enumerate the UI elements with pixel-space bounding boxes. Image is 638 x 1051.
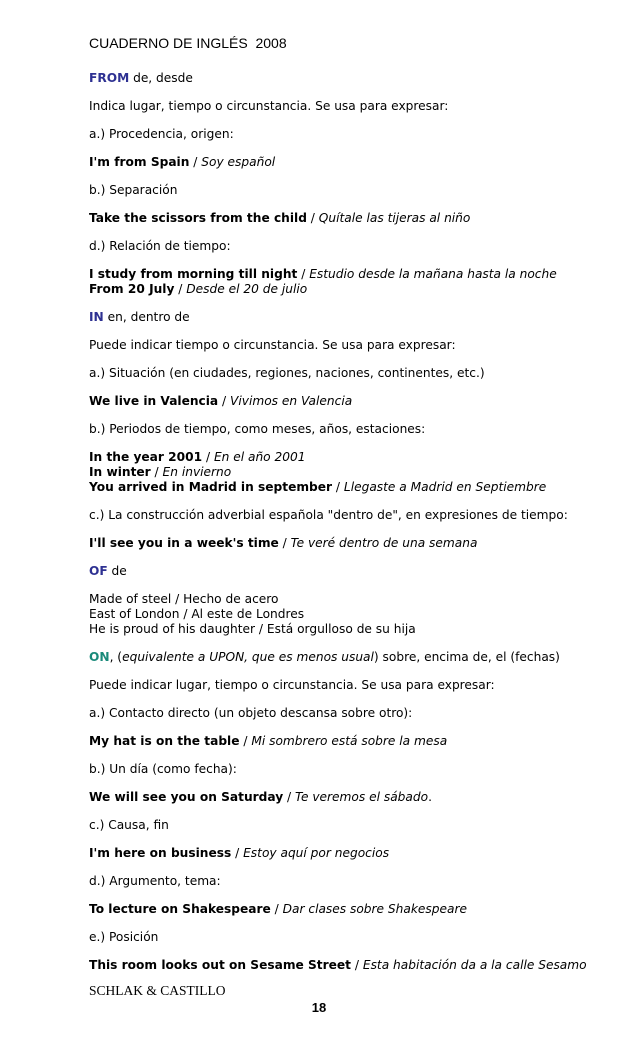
example-line: In the year 2001 / En el año 2001	[89, 450, 306, 464]
from-b-title: b.) Separación	[89, 183, 178, 197]
from-d-title: d.) Relación de tiempo:	[89, 239, 231, 253]
keyword-on: ON	[89, 650, 110, 664]
on-intro: Puede indicar lugar, tiempo o circunstancia. Se usa para expresar:	[89, 678, 495, 692]
keyword-of: OF	[89, 564, 108, 578]
page-content	[89, 71, 609, 973]
example-line: In winter / En invierno	[89, 465, 232, 479]
in-c-title: c.) La construcción adverbial española "dentro de", en expresiones de tiempo:	[89, 508, 568, 522]
example-line: From 20 July / Desde el 20 de julio	[89, 282, 308, 296]
on-e-title: e.) Posición	[89, 930, 159, 944]
example-line: We live in Valencia / Vivimos en Valencia	[89, 394, 353, 408]
of-heading: OF de	[89, 564, 127, 578]
example-line: To lecture on Shakespeare / Dar clases sobre Shakespeare	[89, 902, 467, 916]
on-c-title: c.) Causa, fin	[89, 818, 169, 832]
page-number: 18	[311, 1000, 327, 1015]
of-line: He is proud of his daughter / Está orgulloso de su hija	[89, 622, 416, 636]
on-d-title: d.) Argumento, tema:	[89, 874, 221, 888]
example-line: I'm from Spain / Soy español	[89, 155, 276, 169]
in-intro: Puede indicar tiempo o circunstancia. Se usa para expresar:	[89, 338, 456, 352]
on-heading: ON, (equivalente a UPON, que es menos usual) sobre, encima de, el (fechas)	[89, 650, 560, 664]
from-intro: Indica lugar, tiempo o circunstancia. Se usa para expresar:	[89, 99, 449, 113]
of-line: East of London / Al este de Londres	[89, 607, 305, 621]
keyword-from: FROM	[89, 71, 130, 85]
from-a-title: a.) Procedencia, origen:	[89, 127, 234, 141]
page-header: CUADERNO DE INGLÉS 2008	[89, 35, 287, 51]
example-line: I study from morning till night / Estudio desde la mañana hasta la noche	[89, 267, 557, 281]
on-a-title: a.) Contacto directo (un objeto descansa sobre otro):	[89, 706, 413, 720]
example-line: This room looks out on Sesame Street / Esta habitación da a la calle Sesamo	[89, 958, 587, 972]
example-line: Take the scissors from the child / Quítale las tijeras al niño	[89, 211, 471, 225]
keyword-in: IN	[89, 310, 104, 324]
in-b-title: b.) Periodos de tiempo, como meses, años, estaciones:	[89, 422, 426, 436]
from-heading: FROM de, desde	[89, 71, 193, 85]
page-footer: SCHLAK & CASTILLO	[89, 983, 226, 998]
example-line: My hat is on the table / Mi sombrero está sobre la mesa	[89, 734, 448, 748]
example-line: You arrived in Madrid in september / Llegaste a Madrid en Septiembre	[89, 480, 547, 494]
example-line: I'll see you in a week's time / Te veré dentro de una semana	[89, 536, 478, 550]
in-heading: IN en, dentro de	[89, 310, 190, 324]
example-line: I'm here on business / Estoy aquí por negocios	[89, 846, 390, 860]
of-line: Made of steel / Hecho de acero	[89, 592, 279, 606]
in-a-title: a.) Situación (en ciudades, regiones, naciones, continentes, etc.)	[89, 366, 485, 380]
on-b-title: b.) Un día (como fecha):	[89, 762, 237, 776]
example-line: We will see you on Saturday / Te veremos el sábado.	[89, 790, 432, 804]
